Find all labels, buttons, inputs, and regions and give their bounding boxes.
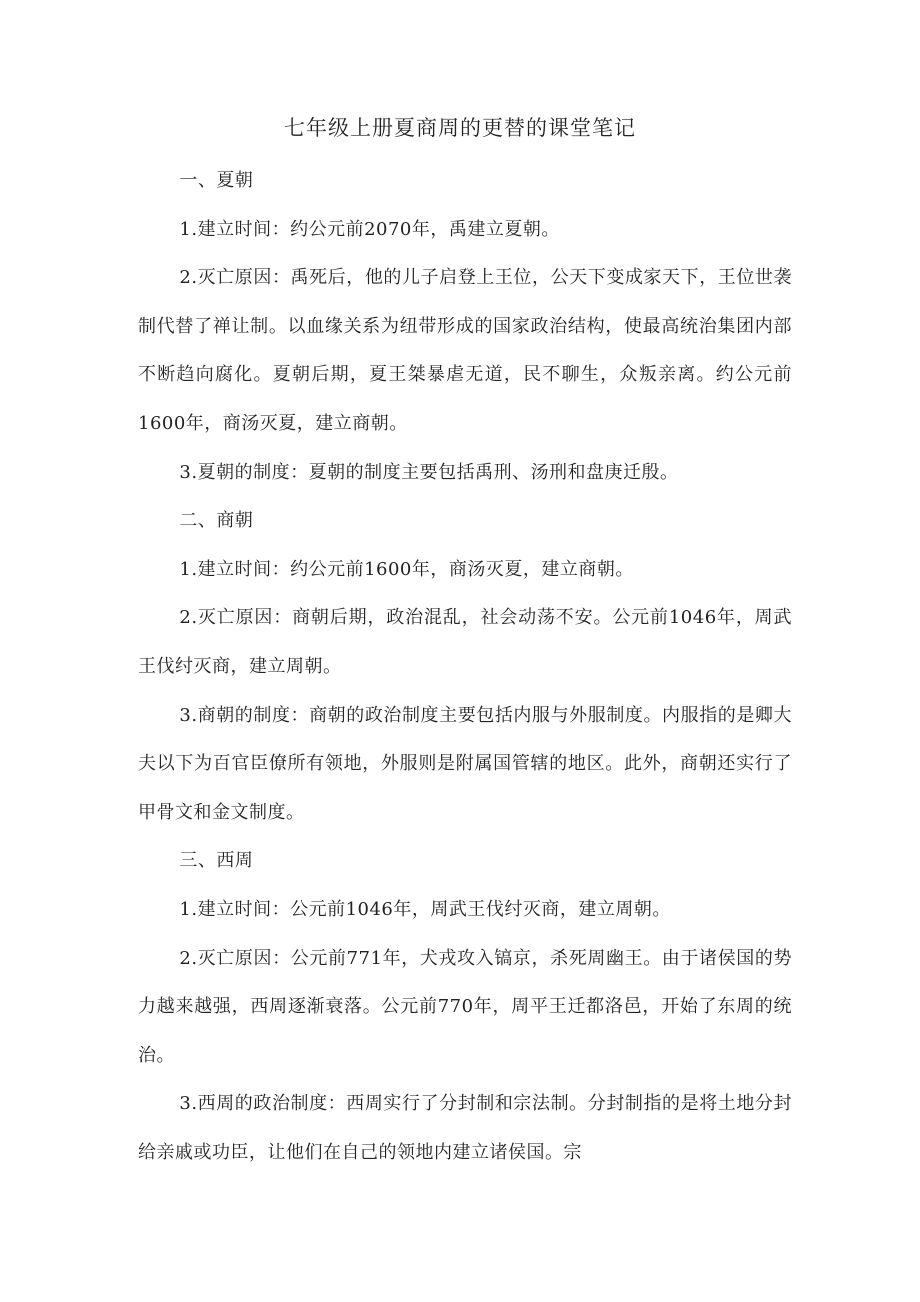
section-heading-xizhou: 三、西周 xyxy=(179,850,254,872)
paragraph: 3.夏朝的制度：夏朝的制度主要包括禹刑、汤刑和盘庚迁殷。 xyxy=(179,461,679,483)
paragraph: 1.建立时间：约公元前1600年，商汤灭夏，建立商朝。 xyxy=(179,558,634,580)
paragraph: 2.灭亡原因：禹死后，他的儿子启登上王位，公天下变成家天下，王位世袭制代替了禅让制。以血缘关系为纽带形成的国家政治结构，使最高统治集团内部不断趋向腐化。夏朝后期，夏王桀暴虐无道，民不聊生，众叛亲离。约公元前1600年，商汤灭夏，建立商朝。 xyxy=(138,267,792,434)
paragraph: 3.西周的政治制度：西周实行了分封制和宗法制。分封制指的是将土地分封给亲戚或功臣，让他们在自己的领地内建立诸侯国。宗 xyxy=(138,1093,792,1163)
paragraph: 2.灭亡原因：公元前771年，犬戎攻入镐京，杀死周幽王。由于诸侯国的势力越来越强，西周逐渐衰落。公元前770年，周平王迁都洛邑，开始了东周的统治。 xyxy=(138,947,792,1066)
section-heading-xia: 一、夏朝 xyxy=(179,170,254,191)
section-heading-shang: 二、商朝 xyxy=(179,510,254,532)
paragraph: 1.建立时间：约公元前2070年，禹建立夏朝。 xyxy=(179,218,560,240)
document-body xyxy=(138,157,792,1177)
paragraph: 1.建立时间：公元前1046年，周武王伐纣灭商，建立周朝。 xyxy=(179,898,671,920)
paragraph: 3.商朝的制度：商朝的政治制度主要包括内服与外服制度。内服指的是卿大夫以下为百官臣僚所有领地，外服则是附属国管辖的地区。此外，商朝还实行了甲骨文和金文制度。 xyxy=(138,704,792,823)
paragraph: 2.灭亡原因：商朝后期，政治混乱，社会动荡不安。公元前1046年，周武王伐纣灭商，建立周朝。 xyxy=(138,607,792,677)
document-title: 七年级上册夏商周的更替的课堂笔记 xyxy=(284,116,636,140)
